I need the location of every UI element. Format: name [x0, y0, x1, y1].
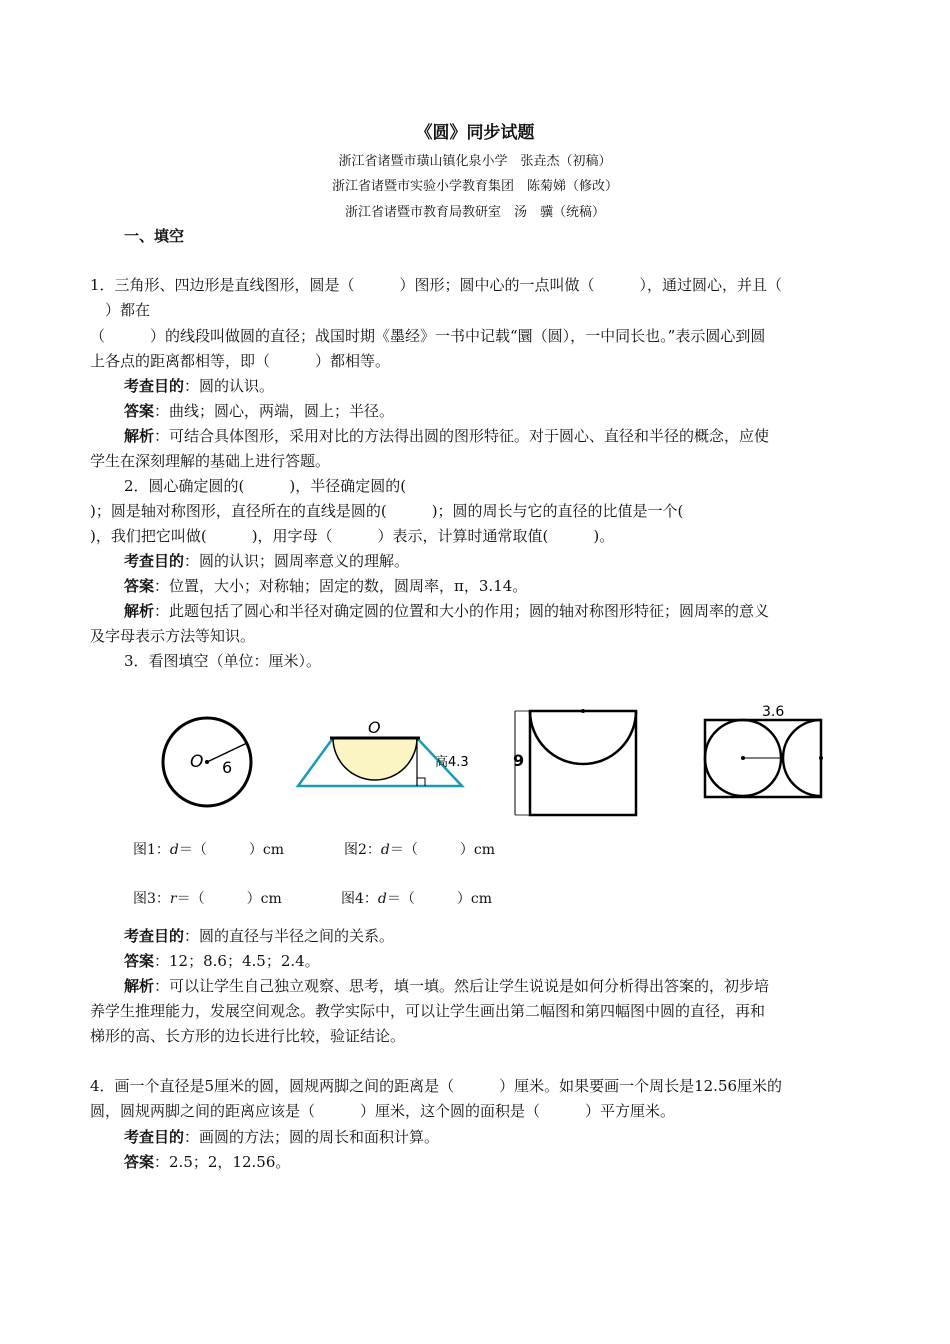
author-line-2: 浙江省诸暨市实验小学教育集团 陈菊娣（修改）	[331, 179, 618, 194]
q1-answer	[124, 401, 394, 421]
q1-analysis	[124, 426, 769, 446]
q2-line-3: )，我们把它叫做( )，用字母（ ）表示，计算时通常取值( )。	[90, 527, 615, 545]
page-title: 《圆》同步试题	[415, 123, 535, 143]
caption-prefix: 图4：	[341, 891, 378, 907]
q2-analysis	[124, 601, 769, 621]
q1-line-2: ）都在	[90, 301, 151, 319]
q2-analysis-text: ：此题包括了圆心和半径对确定圆的位置和大小的作用；圆的轴对称图形特征；圆周率的意义	[154, 602, 770, 620]
q3-stem: 3．看图填空（单位：厘米）。	[124, 652, 322, 670]
answer-label: 答案	[124, 1153, 155, 1171]
figure-4-rectangle	[700, 700, 840, 810]
caption-rest: ＝（ ）cm	[386, 891, 493, 907]
caption-fig3	[133, 888, 282, 908]
center-dot	[741, 756, 745, 760]
fig2-center-label: O	[368, 718, 381, 737]
answer-label: 答案	[124, 577, 155, 595]
q3-analysis-2: 养学生推理能力，发展空间观念。教学实际中，可以让学生画出第二幅图和第四幅图中圆的直径，再和	[90, 1002, 766, 1020]
fig1-radius-label: 6	[222, 758, 233, 777]
answer-label: 答案	[124, 952, 155, 970]
fig3-side-label: 9	[513, 751, 525, 770]
q4-purpose-text: ：画圆的方法；圆的周长和面积计算。	[184, 1128, 440, 1146]
caption-fig2	[344, 839, 495, 859]
q3-purpose-text: ：圆的直径与半径之间的关系。	[184, 927, 395, 945]
q3-purpose	[124, 926, 394, 946]
q2-analysis-2: 及字母表示方法等知识。	[90, 627, 256, 645]
q4-line-2: 圆，圆规两脚之间的距离应该是（ ）厘米，这个圆的面积是（ ）平方厘米。	[90, 1102, 676, 1120]
author-line-1: 浙江省诸暨市璜山镇化泉小学 张垚杰（初稿）	[338, 154, 612, 169]
q2-line-1: 2．圆心确定圆的( )，半径确定圆的(	[124, 477, 407, 495]
q1-purpose-text: ：圆的认识。	[184, 377, 275, 395]
purpose-label: 考查目的	[124, 1128, 185, 1146]
q1-line-1: 1．三角形、四边形是直线图形，圆是（ ）图形；圆中心的一点叫做（ ），通过圆心，并且（	[90, 276, 783, 294]
q2-answer-text: ：位置，大小；对称轴；固定的数，圆周率，π，3.14。	[154, 577, 528, 595]
q3-analysis-3: 梯形的高、长方形的边长进行比较，验证结论。	[90, 1027, 406, 1045]
q1-line-3: （ ）的线段叫做圆的直径；战国时期《墨经》一书中记载“圜（圆），一中同长也。”表示圆心到圆	[90, 327, 766, 345]
purpose-label: 考查目的	[124, 552, 185, 570]
caption-variable: d	[380, 842, 390, 858]
q4-answer	[124, 1152, 290, 1172]
analysis-label: 解析	[124, 602, 155, 620]
answer-label: 答案	[124, 402, 155, 420]
caption-rest: ＝（ ）cm	[178, 842, 285, 858]
caption-fig4	[341, 888, 492, 908]
q4-answer-text: ：2.5；2，12.56。	[154, 1153, 291, 1171]
section-heading: 一、填空	[124, 227, 185, 245]
caption-variable: r	[169, 891, 177, 907]
semicircle-shape	[333, 738, 417, 780]
q2-answer	[124, 576, 527, 596]
center-dot	[819, 756, 823, 760]
q3-answer-text: ：12；8.6；4.5；2.4。	[154, 952, 320, 970]
q1-purpose	[124, 376, 274, 396]
caption-prefix: 图3：	[133, 891, 170, 907]
q4-line-1: 4．画一个直径是5厘米的圆，圆规两脚之间的距离是（ ）厘米。如果要画一个周长是12.56厘米的	[90, 1077, 783, 1095]
caption-variable: d	[169, 842, 179, 858]
caption-prefix: 图2：	[344, 842, 381, 858]
caption-prefix: 图1：	[133, 842, 170, 858]
q4-purpose	[124, 1127, 439, 1147]
analysis-label: 解析	[124, 427, 155, 445]
figure-1-circle	[160, 710, 260, 810]
center-dot	[581, 709, 585, 713]
figure-3-square	[505, 700, 655, 820]
center-dot	[205, 760, 209, 764]
caption-rest: ＝（ ）cm	[176, 891, 282, 907]
q3-answer	[124, 951, 320, 971]
q2-purpose-text: ：圆的认识；圆周率意义的理解。	[184, 552, 410, 570]
q1-line-4: 上各点的距离都相等，即（ ）都相等。	[90, 352, 391, 370]
fig2-height-label: 高4.3	[435, 755, 469, 770]
figure-2-trapezoid	[290, 720, 490, 800]
q1-analysis-text: ：可结合具体图形，采用对比的方法得出圆的图形特征。对于圆心、直径和半径的概念，应使	[154, 427, 770, 445]
q1-answer-text: ：曲线；圆心，两端，圆上；半径。	[154, 402, 395, 420]
purpose-label: 考查目的	[124, 377, 185, 395]
q3-analysis-text: ：可以让学生自己独立观察、思考，填一填。然后让学生说说是如何分析得出答案的，初步培	[154, 977, 770, 995]
purpose-label: 考查目的	[124, 927, 185, 945]
fig4-top-label: 3.6	[762, 704, 785, 720]
author-line-3: 浙江省诸暨市教育局教研室 汤 骥（统稿）	[344, 205, 605, 220]
fig1-center-label: O	[190, 752, 204, 772]
semicircle-shape	[783, 720, 821, 796]
caption-variable: d	[377, 891, 387, 907]
analysis-label: 解析	[124, 977, 155, 995]
semicircle-shape	[530, 711, 636, 764]
q3-analysis	[124, 976, 769, 996]
caption-fig1	[133, 839, 284, 859]
q2-line-2: )；圆是轴对称图形，直径所在的直线是圆的( )；圆的周长与它的直径的比值是一个(	[90, 502, 684, 520]
q2-purpose	[124, 551, 409, 571]
q1-analysis-2: 学生在深刻理解的基础上进行答题。	[90, 452, 331, 470]
caption-rest: ＝（ ）cm	[389, 842, 496, 858]
